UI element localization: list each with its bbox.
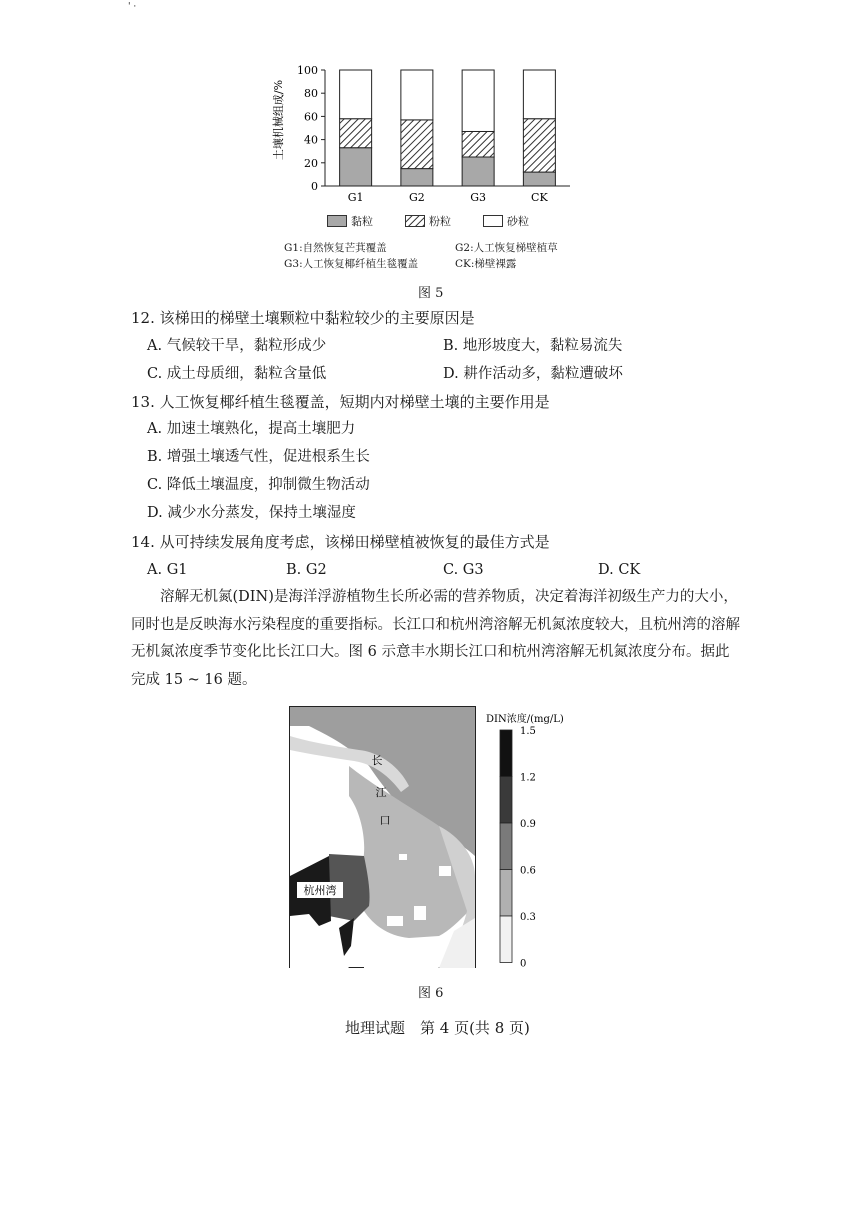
- figure5-bars: [340, 70, 556, 186]
- figure5-note-g2: G2:人工恢复梯壁植草: [455, 242, 558, 254]
- legend-scale: [500, 726, 536, 970]
- island: [414, 906, 426, 920]
- bar-g1-segment-1: [340, 119, 372, 148]
- legend-swatch-sand: [483, 215, 503, 227]
- figure6-legend: [486, 712, 576, 974]
- legend-tick-label: 0: [520, 958, 527, 970]
- x-tick-label: G3: [470, 191, 487, 204]
- legend-label-silt: 粉粒: [429, 215, 451, 228]
- figure5-x-ticks: [348, 191, 549, 204]
- legend-label-clay: 黏粒: [351, 215, 373, 228]
- island: [399, 854, 407, 860]
- question-14-option-a: A. G1: [147, 562, 188, 578]
- legend-color-band: [500, 870, 512, 917]
- bar-ck-segment-1: [523, 119, 555, 172]
- label-changjiang-3: 口: [379, 814, 391, 827]
- legend-tick-label: 1.5: [520, 726, 536, 737]
- y-tick-label: 0: [311, 180, 318, 193]
- legend-color-band: [500, 777, 512, 824]
- legend-tick-label: 0.9: [520, 819, 536, 830]
- legend-color-band: [500, 916, 512, 963]
- question-12-option-c: C. 成土母质细，黏粒含量低: [147, 366, 327, 382]
- x-tick-label: G1: [347, 191, 364, 204]
- figure5-y-ticks: [297, 64, 325, 193]
- figure5-note-g1: G1:自然恢复芒萁覆盖: [284, 242, 387, 254]
- legend-swatch-silt: [405, 215, 425, 227]
- question-13-option-a: A. 加速土壤熟化，提高土壤肥力: [147, 421, 356, 437]
- island: [439, 866, 451, 876]
- figure6-map: [289, 706, 476, 968]
- question-12-stem: 12. 该梯田的梯壁土壤颗粒中黏粒较少的主要原因是: [131, 309, 475, 327]
- y-tick-label: 20: [304, 156, 318, 170]
- legend-color-band: [500, 823, 512, 870]
- legend-tick-label: 1.2: [520, 772, 536, 784]
- question-12-option-a: A. 气候较干旱，黏粒形成少: [147, 338, 327, 354]
- legend-swatch-clay: [327, 215, 347, 227]
- label-changjiang-1: 长: [371, 754, 383, 767]
- legend-label-sand: 砂粒: [507, 215, 529, 228]
- figure5-note-g3: G3:人工恢复椰纤植生毯覆盖: [284, 258, 419, 270]
- x-tick-label: G2: [408, 191, 425, 204]
- legend-item-silt: [405, 213, 451, 229]
- figure5-caption: 图 5: [418, 286, 444, 301]
- question-14-option-d: D. CK: [598, 562, 641, 578]
- question-13-option-b: B. 增强土壤透气性，促进根系生长: [147, 449, 370, 465]
- question-13-option-c: C. 降低土壤温度，抑制微生物活动: [147, 477, 370, 493]
- bar-g2-segment-0: [401, 169, 433, 186]
- legend-tick-label: 0.6: [520, 865, 536, 877]
- x-tick-label: CK: [531, 191, 548, 204]
- legend-tick-label: 0.3: [520, 912, 536, 923]
- figure5-legend: [327, 213, 529, 229]
- legend-item-sand: [483, 213, 529, 229]
- figure5-y-axis-label: 土壤机械组成/%: [272, 79, 285, 161]
- label-changjiang-2: 江: [375, 786, 387, 799]
- label-hangzhou: 杭州湾: [303, 884, 337, 897]
- bar-g3-segment-2: [462, 70, 494, 131]
- din-passage: 溶解无机氮(DIN)是海洋浮游植物生长所必需的营养物质，决定着海洋初级生产力的大小，同时也是反映海水污染程度的重要指标。长江口和杭州湾溶解无机氮浓度较大，且杭州湾的溶解无机氮浓度季节变化比长江口大。图 6 示意丰水期长江口和杭州湾溶解无机氮浓度分布。据此完成 15 ~ 16 题。: [131, 589, 740, 688]
- y-tick-label: 100: [297, 64, 318, 77]
- question-12-option-d: D. 耕作活动多，黏粒遭破坏: [443, 366, 623, 382]
- bar-g3-segment-0: [462, 157, 494, 186]
- figure6-caption: 图 6: [418, 986, 444, 1001]
- legend-color-band: [500, 730, 512, 777]
- question-14-stem: 14. 从可持续发展角度考虑，该梯田梯壁植被恢复的最佳方式是: [131, 533, 550, 551]
- y-tick-label: 60: [304, 110, 318, 124]
- page-footer: 地理试题 第 4 页(共 8 页): [345, 1019, 530, 1037]
- legend-item-clay: [327, 213, 373, 229]
- bar-g2-segment-2: [401, 70, 433, 120]
- bar-ck-segment-2: [523, 70, 555, 119]
- question-13-option-d: D. 减少水分蒸发，保持土壤湿度: [147, 505, 356, 521]
- bar-g1-segment-2: [340, 70, 372, 119]
- bar-g3-segment-1: [462, 131, 494, 157]
- question-14-option-c: C. G3: [443, 562, 484, 578]
- y-tick-label: 40: [304, 133, 318, 147]
- legend-title: DIN浓度/(mg/L): [486, 714, 564, 725]
- bar-g2-segment-1: [401, 120, 433, 169]
- question-13-stem: 13. 人工恢复椰纤植生毯覆盖，短期内对梯壁土壤的主要作用是: [131, 393, 550, 411]
- figure5-chart: [270, 58, 600, 208]
- island: [387, 916, 403, 926]
- bar-g1-segment-0: [340, 148, 372, 186]
- y-tick-label: 80: [304, 87, 318, 101]
- corner-mark: ' ·: [128, 2, 137, 12]
- figure5-note-ck: CK:梯壁裸露: [455, 258, 517, 270]
- bar-ck-segment-0: [523, 172, 555, 186]
- question-12-option-b: B. 地形坡度大，黏粒易流失: [443, 338, 623, 354]
- question-14-option-b: B. G2: [286, 562, 327, 578]
